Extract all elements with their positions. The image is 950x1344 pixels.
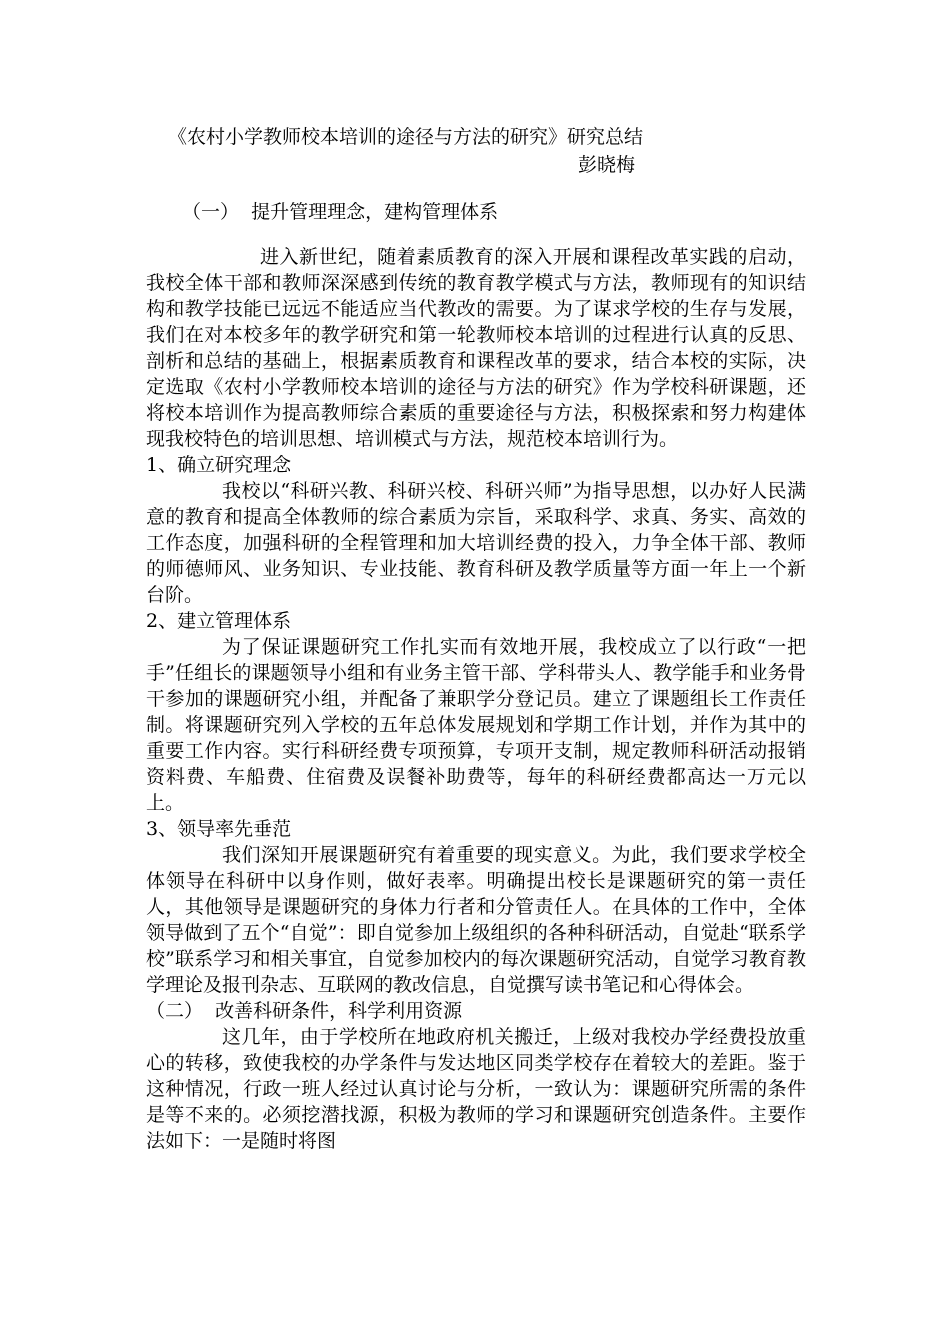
- section2-paragraph: 这几年，由于学校所在地政府机关搬迁，上级对我校办学经费投放重心的转移，致使我校的办学条件与发达地区同类学校存在着较大的差距。鉴于这种情况，行政一班人经过认真讨论与分析，一致认为：课题研究所需的条件是等不来的。必须挖潜找源，积极为教师的学习和课题研究创造条件。主要作法如下：一是随时将图: [146, 1026, 806, 1152]
- subsection-paragraph-2: 为了保证课题研究工作扎实而有效地开展，我校成立了以行政“一把手”任组长的课题领导小组和有业务主管干部、学科带头人、教学能手和业务骨干参加的课题研究小组，并配备了兼职学分登记员。建立了课题组长工作责任制。将课题研究列入学校的五年总体发展规划和学期工作计划，并作为其中的重要工作内容。实行科研经费专项预算，专项开支制，规定教师科研活动报销资料费、车船费、住宿费及误餐补助费等，每年的科研经费都高达一万元以上。: [146, 636, 806, 814]
- section-heading-2: （二） 改善科研条件，科学利用资源: [146, 1000, 463, 1022]
- section1-intro-paragraph: 进入新世纪，随着素质教育的深入开展和课程改革实践的启动，我校全体干部和教师深深感到传统的教育教学模式与方法，教师现有的知识结构和教学技能已远远不能适应当代教改的需要。为了谋求学校的生存与发展，我们在对本校多年的教学研究和第一轮教师校本培训的过程进行认真的反思、剖析和总结的基础上，根据素质教育和课程改革的要求，结合本校的实际，决定选取《农村小学教师校本培训的途径与方法的研究》作为学校科研课题，还将校本培训作为提高教师综合素质的重要途径与方法，积极探索和努力构建体现我校特色的培训思想、培训模式与方法，规范校本培训行为。: [146, 246, 806, 450]
- subsection-paragraph-3: 我们深知开展课题研究有着重要的现实意义。为此，我们要求学校全体领导在科研中以身作则，做好表率。明确提出校长是课题研究的第一责任人，其他领导是课题研究的身体力行者和分管责任人。在具体的工作中，全体领导做到了五个“自觉”：即自觉参加上级组织的各种科研活动，自觉赴“联系学校”联系学习和相关事宜，自觉参加校内的每次课题研究活动，自觉学习教育教学理论及报刊杂志、互联网的教改信息，自觉撰写读书笔记和心得体会。: [146, 844, 806, 996]
- author-name: 彭晓梅: [578, 154, 636, 176]
- subsection-heading-1: 1、确立研究理念: [146, 454, 292, 476]
- subsection-heading-2: 2、建立管理体系: [146, 610, 292, 632]
- document-body: [146, 244, 806, 1154]
- subsection-paragraph-1: 我校以“科研兴教、科研兴校、科研兴师”为指导思想，以办好人民满意的教育和提高全体教师的综合素质为宗旨，采取科学、求真、务实、高效的工作态度，加强科研的全程管理和加大培训经费的投入，力争全体干部、教师的师德师风、业务知识、专业技能、教育科研及教学质量等方面一年上一个新台阶。: [146, 480, 806, 606]
- section-heading-1: （一） 提升管理理念，建构管理体系: [182, 201, 499, 223]
- document-title: 《农村小学教师校本培训的途径与方法的研究》研究总结: [168, 126, 644, 148]
- subsection-heading-3: 3、领导率先垂范: [146, 818, 292, 840]
